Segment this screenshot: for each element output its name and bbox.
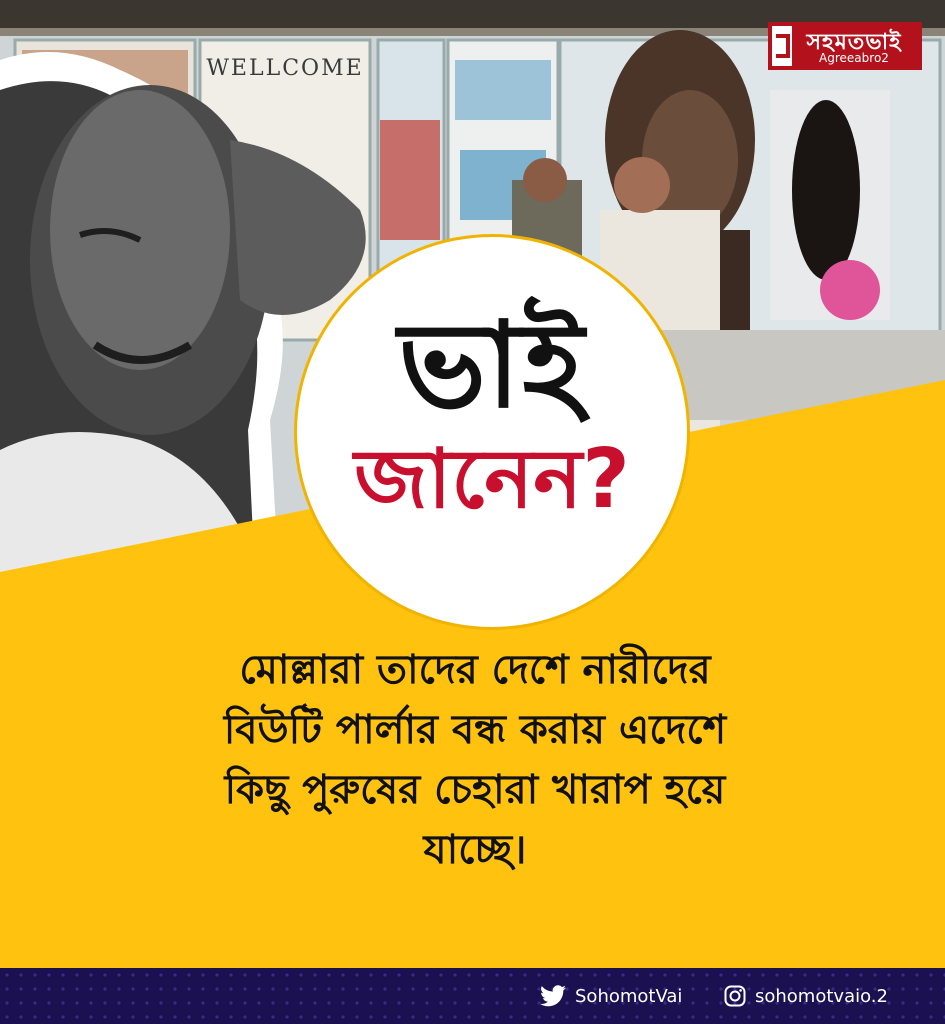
body-line: কিছু পুরুষের চেহারা খারাপ হয়ে [224,767,726,813]
headline-line-1: ভাই [398,296,586,434]
instagram-handle[interactable] [724,976,888,1016]
brand-logo-text: সহমতভাই [806,30,902,55]
storefront-sign: WELLCOME [206,55,364,81]
twitter-bird-icon [540,985,566,1007]
body-line: মোল্লারা তাদের দেশে নারীদের [239,647,711,693]
twitter-handle[interactable] [540,976,682,1016]
headline-line-2: জানেন? [354,432,630,527]
body-line: বিউটি পার্লার বন্ধ করায় এদেশে [223,707,727,753]
body-text [140,640,810,880]
instagram-handle-label: sohomotvaio.2 [755,985,888,1007]
body-line: যাচ্ছে। [423,827,527,873]
instagram-icon [724,985,746,1007]
twitter-handle-label: SohomotVai [575,985,683,1007]
brand-logo-subtext: Agreeabro2 [819,51,889,65]
